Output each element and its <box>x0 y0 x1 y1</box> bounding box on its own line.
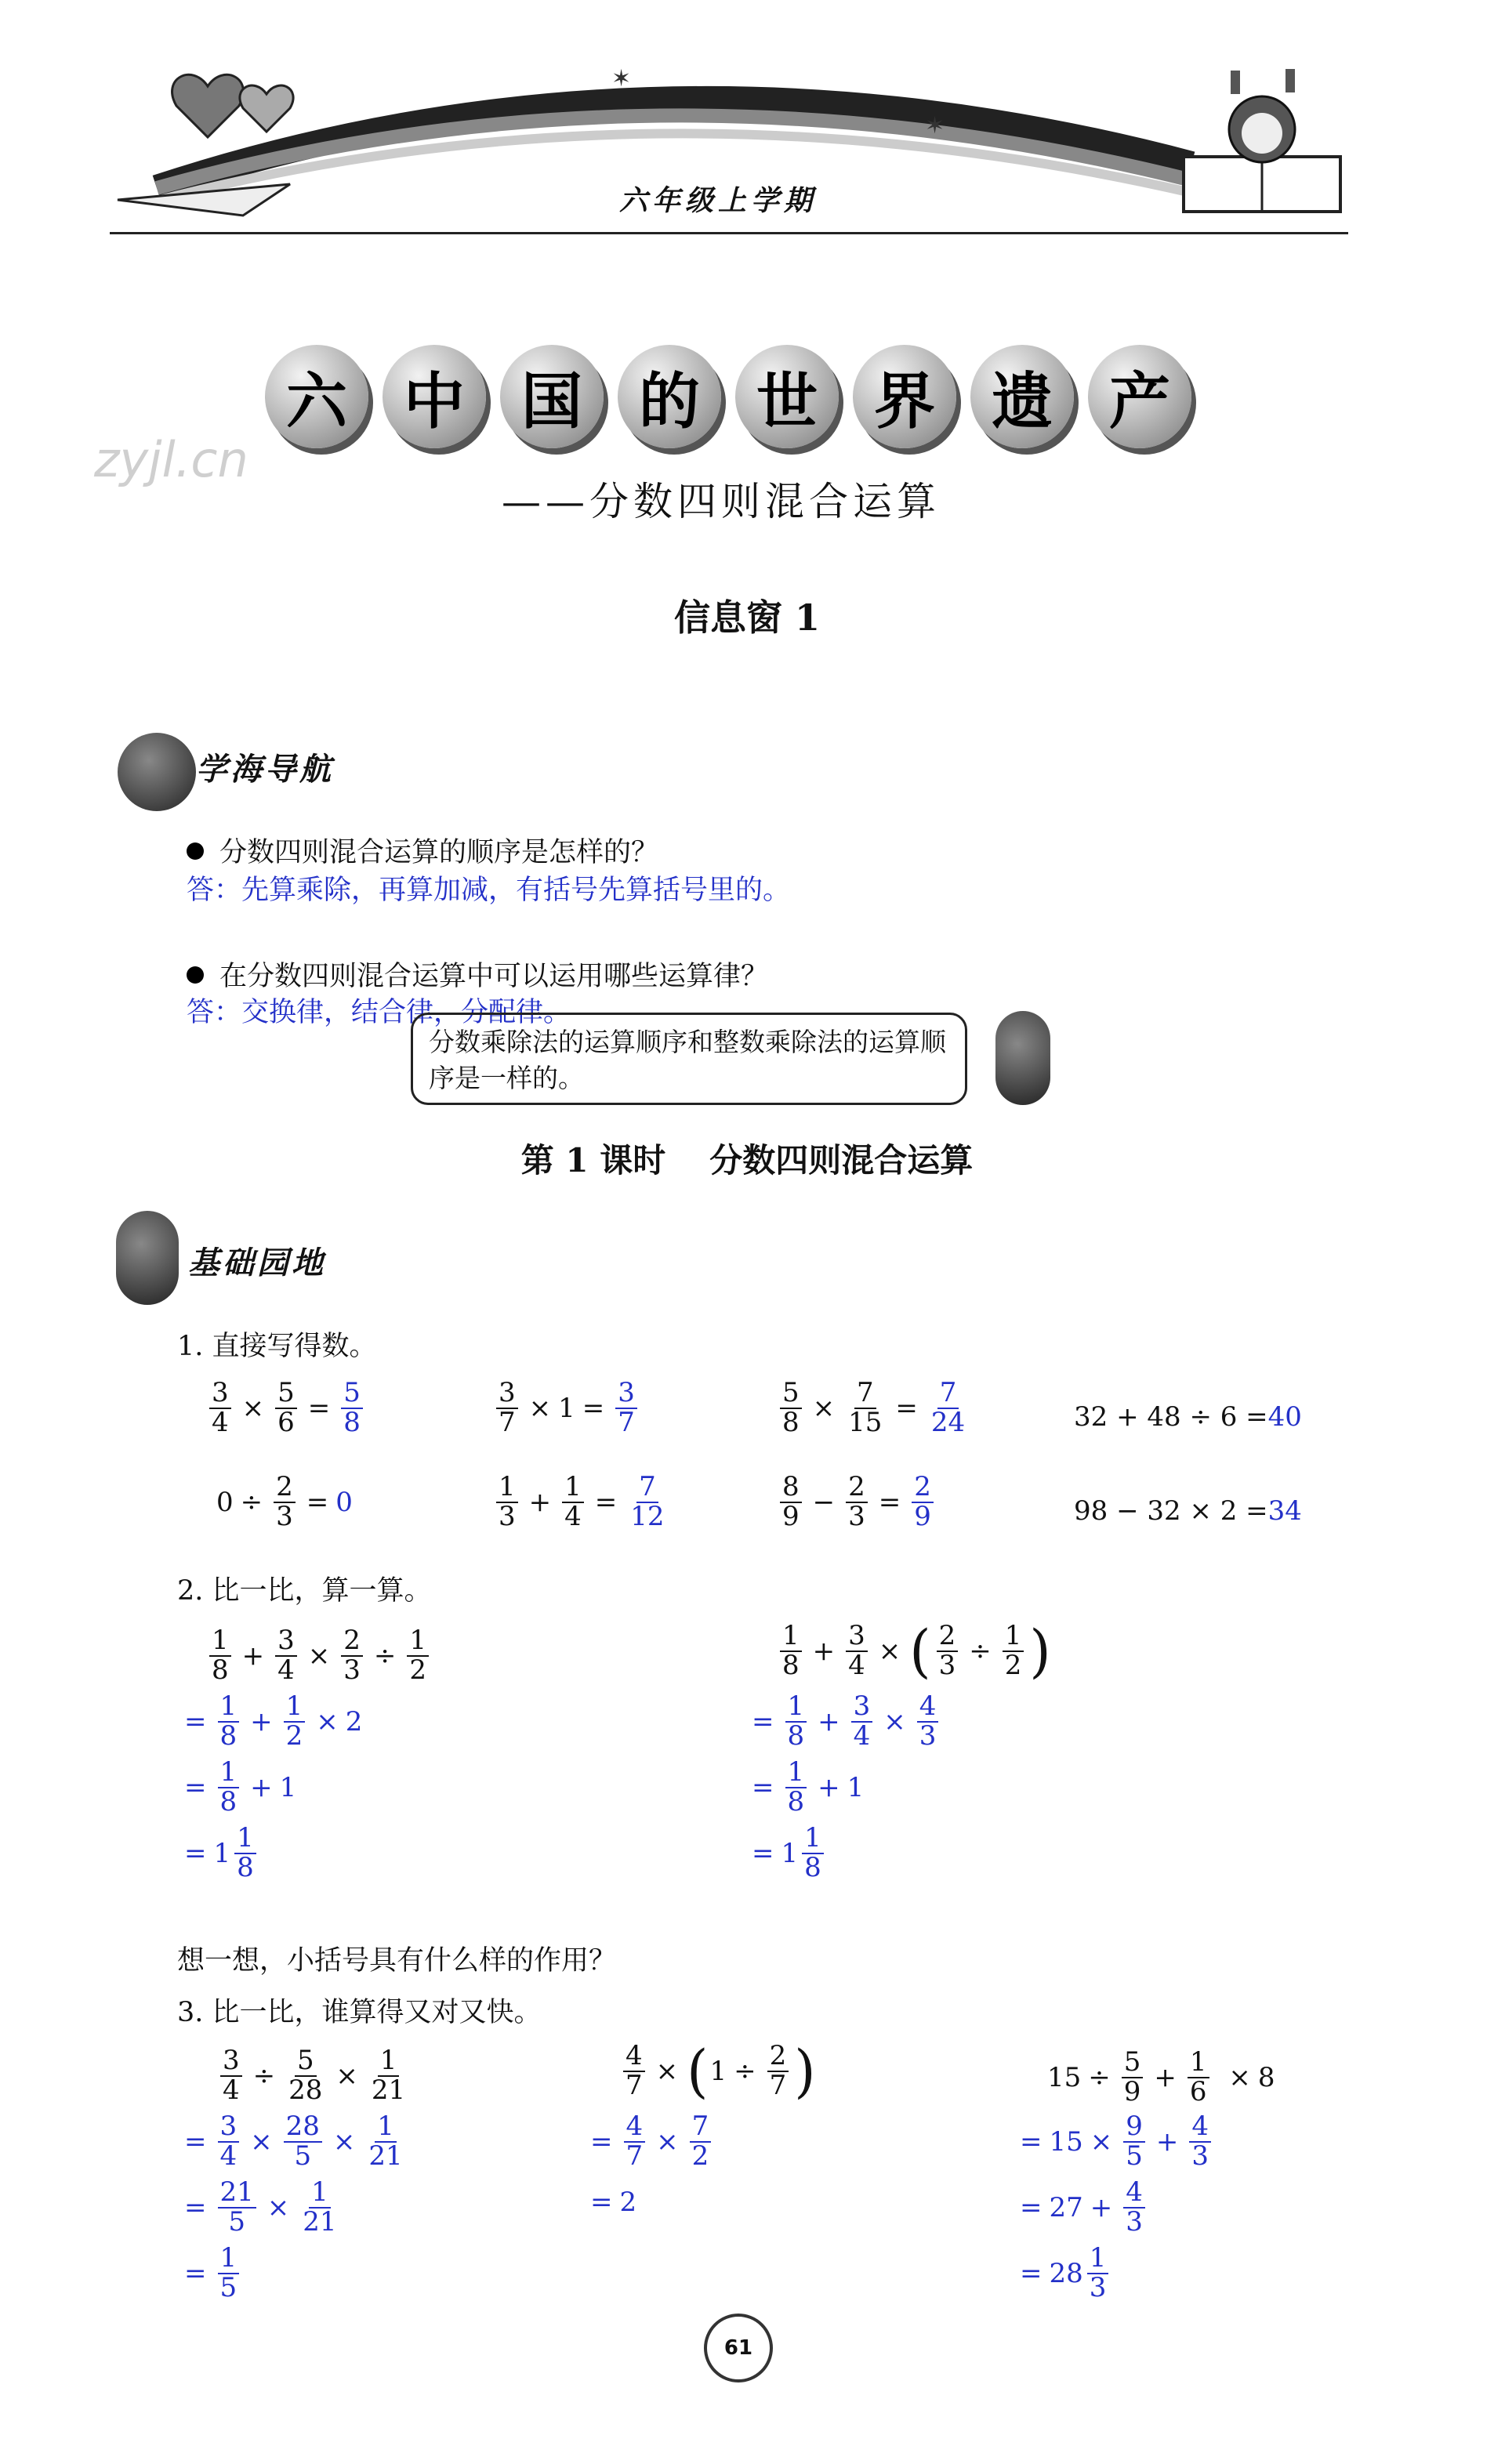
guide-question-2: 在分数四则混合运算中可以运用哪些运算律？ <box>187 955 768 994</box>
p3-c1-expr: $\frac{3}{4}$ ÷ $\frac{5}{28}$ × $\frac{1}{21}$ <box>216 2047 412 2104</box>
page-number: 61 <box>704 2314 773 2382</box>
p1-r2c1: 0 ÷ $\frac{2}{3}$ = 0 <box>216 1471 353 1532</box>
svg-text:✶: ✶ <box>925 112 945 140</box>
guide-answer-2: 答：交换律，结合律，分配律。 <box>187 997 571 1028</box>
svg-text:✶: ✶ <box>611 65 632 92</box>
chapter-title-char-4: 的 <box>618 345 721 448</box>
p1-r2c3-answer: $\frac{2}{9}$ <box>912 1473 934 1531</box>
p1-r2c2-answer: $\frac{7}{12}$ <box>630 1471 665 1532</box>
p1-r1c4-answer: 40 <box>1267 1401 1302 1433</box>
info-window-title: 信息窗 1 <box>673 596 821 639</box>
p1-r2c3: 8 9 − $\frac{2}{3}$ = $\frac{2}{9}$ <box>776 1473 937 1531</box>
guide-answer-1: 答：先算乘除，再算加减，有括号先算括号里的。 <box>187 875 791 906</box>
speech-bubble: 分数乘除法的运算顺序和整数乘除法的运算顺序是一样的。 <box>411 1013 967 1105</box>
boy-thinking-icon <box>116 1211 179 1305</box>
p3-c3-expr: 15 ÷ $\frac{5}{9}$ + $\frac{1}{6}$ × 8 <box>1047 2046 1275 2107</box>
problem-3-title: 3. 比一比，谁算得又对又快。 <box>177 1997 542 2028</box>
lesson-title: 第 1 课时 分数四则混合运算 <box>520 1141 974 1179</box>
p2-left-step3: = 1 1 8 <box>177 1824 260 1882</box>
p1-r2c2: 1 3 + $\frac{1}{4}$ = $\frac{7}{12}$ <box>492 1473 671 1531</box>
p1-r1c4: 32 + 48 ÷ 6 = 40 <box>1074 1401 1302 1433</box>
p1-r1c3: $\frac{5}{8}$ × $\frac{7}{15}$ = $\frac{7}{24}$ <box>776 1379 971 1437</box>
p1-r1c1-answer: $\frac{5}{8}$ <box>341 1379 363 1437</box>
p1-r1c3-answer: $\frac{7}{24}$ <box>930 1377 966 1438</box>
p2-left-step1: = $\frac{1}{8}$ + $\frac{1}{2}$ × 2 <box>184 1690 363 1752</box>
p3-c1-step2: = $\frac{21}{5}$ × $\frac{1}{21}$ <box>184 2176 337 2238</box>
p2-left-step2: = $\frac{1}{8}$ + 1 <box>184 1756 297 1817</box>
bullet-icon <box>187 966 204 984</box>
chapter-title-char-8: 产 <box>1088 345 1191 448</box>
p3-c3-step2: = 27 + $\frac{4}{3}$ <box>1013 2179 1149 2236</box>
chapter-title-char-1: 六 <box>265 345 368 448</box>
p2-left-expr: 1 8 + $\frac{3}{4}$ × $\frac{2}{3}$ ÷ $\frac{1}{2}$ <box>205 1627 433 1684</box>
p2-right-step3: = 1 1 8 <box>745 1824 828 1882</box>
chapter-title-char-7: 遗 <box>970 345 1074 448</box>
p3-c2-step1: = $\frac{4}{7}$ × $\frac{7}{2}$ <box>583 2113 715 2170</box>
explorer-kid-icon <box>118 733 196 811</box>
p3-c1-step1: = $\frac{3}{4}$ × $\frac{28}{5}$ × $\frac{1}{21}$ <box>184 2111 403 2172</box>
chapter-subtitle: ——分数四则混合运算 <box>502 479 941 524</box>
p2-right-step2: = $\frac{1}{8}$ + 1 <box>752 1756 865 1817</box>
p3-c2-step2: = 2 <box>590 2187 637 2218</box>
basics-section-label: 基础园地 <box>188 1245 326 1281</box>
p3-c2-expr: $\frac{4}{7}$ × ( 1 ÷ $\frac{2}{7}$ ) <box>619 2042 818 2100</box>
p2-right-expr: 1 8 + $\frac{3}{4}$ × ( $\frac{2}{3}$ ÷ $\frac{1}{2}$ ) <box>776 1622 1053 1680</box>
p1-r2c1-answer: 0 <box>335 1486 353 1518</box>
chapter-title-char-6: 界 <box>853 345 956 448</box>
header-grade-term: 六年级上学期 <box>619 184 818 217</box>
p1-r1c2-answer: $\frac{3}{7}$ <box>615 1379 637 1437</box>
chapter-title-char-5: 世 <box>735 345 839 448</box>
p1-r1c1: $\frac{3}{4}$ × $\frac{5}{6}$ = $\frac{5}{8}$ <box>205 1379 367 1437</box>
p1-r2c4: 98 − 32 × 2 = 34 <box>1074 1495 1302 1527</box>
header-divider <box>110 232 1348 234</box>
p3-c3-step3: = 28 1 3 <box>1013 2245 1112 2302</box>
guide-question-1: 分数四则混合运算的顺序是怎样的？ <box>187 831 658 870</box>
boy-reading-icon <box>995 1011 1050 1105</box>
problem-2-think: 想一想，小括号具有什么样的作用？ <box>177 1945 617 1977</box>
p3-c3-step1: = 15 × $\frac{9}{5}$ + $\frac{4}{3}$ <box>1013 2113 1215 2170</box>
p1-r1c2: $\frac{3}{7}$ × 1 = $\frac{3}{7}$ <box>492 1379 641 1437</box>
p1-r2c4-answer: 34 <box>1267 1495 1302 1527</box>
guide-section-label: 学海导航 <box>196 751 334 788</box>
problem-1-title: 1. 直接写得数。 <box>177 1331 377 1362</box>
bullet-icon <box>187 842 204 860</box>
chapter-title-char-2: 中 <box>383 345 486 448</box>
p2-right-step1: = $\frac{1}{8}$ + $\frac{3}{4}$ × $\frac{4}{3}$ <box>745 1693 942 1750</box>
problem-2-title: 2. 比一比，算一算。 <box>177 1575 432 1607</box>
chapter-title-char-3: 国 <box>500 345 604 448</box>
watermark: zyjl.cn <box>94 431 248 488</box>
p3-c1-step3: = $\frac{1}{5}$ <box>177 2245 243 2302</box>
